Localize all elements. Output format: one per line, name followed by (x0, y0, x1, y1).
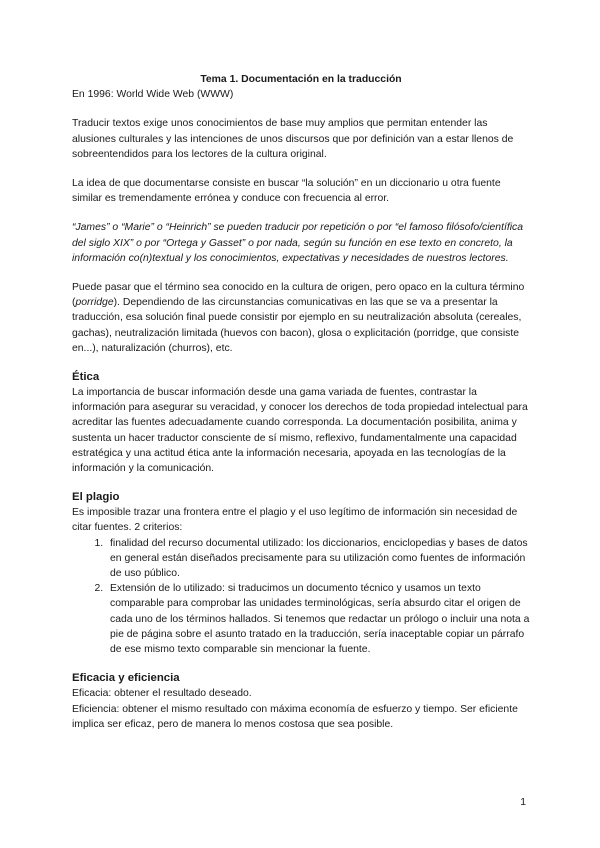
paragraph-4-italic: porridge (75, 297, 114, 309)
paragraph-1: Traducir textos exige unos conocimientos de base muy amplios que permitan entender las alusiones culturales y las intenciones de unos discursos que por definición van a estar llenos de sobreentendidos para los lectores de la cultura original. (72, 118, 514, 160)
eficacia-line: Eficacia: obtener el resultado deseado. (72, 688, 252, 700)
paragraph-4-before: Puede pasar que el término sea conocido en la cultura de origen, pero opaco en la cultura término ( (72, 282, 525, 309)
list-item: 1. finalidad del recurso documental utilizado: los diccionarios, enciclopedias y bases de datos en general están diseñados precisamente para su utilización como fuentes de información de uso público. (106, 536, 530, 582)
section-text-etica: La importancia de buscar información desde una gama variada de fuentes, contrastar la información para asegurar su veracidad, y conocer los derechos de toda propiedad intelectual para acreditar las fuentes adecuadamente cuando corresponda. La documentación posibilita, anima y sustenta un hacer traductor consciente de sí mismo, reflexivo, fundamentalmente una capacidad estratégica y una actitud ética ante la información necesaria, apoyada en las tecnologías de la información y la comunicación. (72, 387, 528, 475)
intro-line: En 1996: World Wide Web (WWW) (72, 89, 234, 101)
paragraph-2: La idea de que documentarse consiste en buscar “la solución” en un diccionario u otra fuente similar es tremendamente errónea y conduce con frecuencia al error. (72, 178, 501, 205)
section-heading-eficacia: Eficacia y eficiencia (72, 672, 180, 685)
section-heading-etica: Ética (72, 371, 100, 384)
paragraph-4 (72, 280, 530, 356)
section-heading-plagio: El plagio (72, 491, 120, 504)
paragraph-4-after: ). Dependiendo de las circunstancias comunicativas en las que se va a presentar la traducción, esa solución final puede consistir por ejemplo en su neutralización absoluta (cereales, gachas), neutralización limitada (huevos con bacon), glosa o explicitación (porridge, que consiste en...), naturalización (churros), etc. (72, 297, 522, 354)
page-number: 1 (520, 797, 526, 808)
eficiencia-line: Eficiencia: obtener el mismo resultado con máxima economía de esfuerzo y tiempo. Ser eficiente implica ser eficaz, pero de manera lo menos costosa que sea posible. (72, 703, 518, 730)
document-page (72, 72, 530, 732)
document-title: Tema 1. Documentación en la traducción (200, 74, 402, 85)
plagio-criteria-list (72, 536, 530, 658)
paragraph-3-italic: “James” o “Marie” o “Heinrich” se pueden traducir por repetición o por “el famoso filósofo/científica del siglo XIX” o por “Ortega y Gasset” o por nada, según su función en ese texto en concreto, la información co(n)textual y los conocimientos, expectativas y necesidades de nuestros lectores. (72, 222, 524, 264)
section-text-plagio: Es imposible trazar una frontera entre el plagio y el uso legítimo de información sin necesidad de citar fuentes. 2 criterios: (72, 507, 518, 534)
list-item: 2. Extensión de lo utilizado: si traducimos un documento técnico y usamos un texto comparable para comprobar las unidades terminológicas, sería absurdo citar el origen de cada uno de los términos hallados. Si tenemos que redactar un prólogo o incluir una nota a pie de página sobre el asunto tratado en la traducción, sería inaceptable copiar un párrafo de ese mismo texto comparable sin mencionar la fuente. (106, 581, 530, 657)
